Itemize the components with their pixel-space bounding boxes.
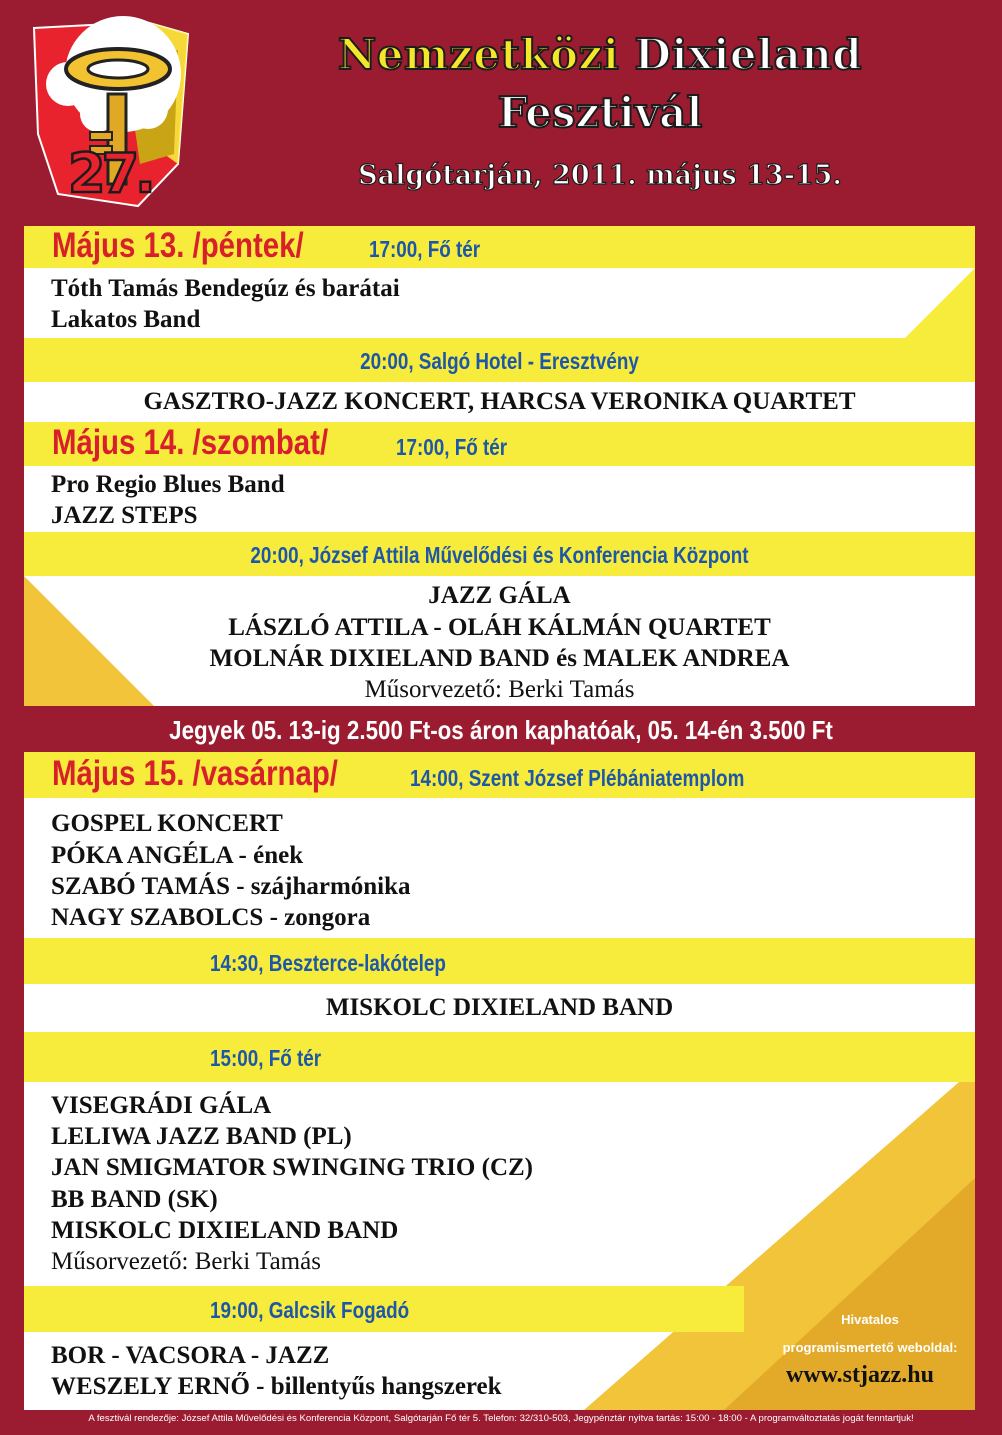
day14-event2-line: MOLNÁR DIXIELAND BAND és MALEK ANDREA xyxy=(209,645,790,672)
festival-title xyxy=(220,30,980,79)
day13-event2-location: 20:00, Salgó Hotel - Eresztvény xyxy=(360,348,639,374)
festival-logo xyxy=(28,14,198,214)
day15-event1-line: SZABÓ TAMÁS - szájharmónika xyxy=(51,873,411,900)
day15-event4-line: WESZELY ERNŐ - billentyűs hangszerek xyxy=(51,1373,502,1400)
day14-event1-line: Pro Regio Blues Band xyxy=(51,471,285,498)
day15-event3-line: BB BAND (SK) xyxy=(51,1186,218,1213)
day15-event3-line: MISKOLC DIXIELAND BAND xyxy=(51,1217,399,1244)
day14-event2-bar xyxy=(24,532,975,576)
organizer-footer: A fesztivál rendezője: József Attila Művelődési és Konferencia Központ, Salgótarján Fő tér 5. Telefon: 32/310-503, Jegypénztár nyitva tartás: 15:00 - 18:00 - A programváltoztatás jogát fenntartjuk! xyxy=(88,1413,914,1424)
festival-subtitle: Salgótarján, 2011. május 13-15. xyxy=(358,160,842,191)
day15-event3-box xyxy=(24,1082,975,1282)
day15-event2-location: 14:30, Beszterce-lakótelep xyxy=(210,950,446,976)
day15-event3-line: VISEGRÁDI GÁLA xyxy=(51,1092,272,1119)
day15-event1-line: NAGY SZABOLCS - zongora xyxy=(51,904,371,931)
day15-event1-box xyxy=(24,798,975,938)
day14-header-bar xyxy=(24,422,975,466)
day15-event3-line: LELIWA JAZZ BAND (PL) xyxy=(51,1123,352,1150)
website-label-line1: Hivatalos xyxy=(841,1312,899,1327)
day15-event2-line: MISKOLC DIXIELAND BAND xyxy=(325,994,674,1021)
website-url[interactable]: www.stjazz.hu xyxy=(786,1362,934,1388)
website-label-line2: programismertető weboldal: xyxy=(782,1340,958,1355)
day14-event2-box xyxy=(24,576,975,706)
day14-label: Május 14. /szombat/ xyxy=(52,423,329,462)
festival-title-line2: Fesztivál xyxy=(497,88,703,137)
day15-event1-line: GOSPEL KONCERT xyxy=(51,810,283,837)
day13-event1-box xyxy=(24,268,975,338)
day14-event1-box xyxy=(24,466,975,532)
edition-number: 27. xyxy=(68,142,152,205)
title-word-international: Nemzetközi xyxy=(337,30,620,79)
day15-event2-bar xyxy=(24,938,975,984)
day13-event1-line: Lakatos Band xyxy=(51,306,201,333)
title-word-dixieland: Dixieland xyxy=(634,30,863,79)
day15-event1-line: PÓKA ANGÉLA - ének xyxy=(51,842,304,869)
day14-event2-line: LÁSZLÓ ATTILA - OLÁH KÁLMÁN QUARTET xyxy=(228,614,771,641)
day15-event4-line: BOR - VACSORA - JAZZ xyxy=(51,1342,330,1369)
corner-decoration xyxy=(905,268,975,338)
day15-event4-box xyxy=(24,1332,744,1410)
day15-event3-line: JAN SMIGMATOR SWINGING TRIO (CZ) xyxy=(51,1154,533,1181)
day15-event4-bar xyxy=(24,1286,744,1332)
day14-event2-line: Műsorvezető: Berki Tamás xyxy=(364,676,635,703)
day13-event2-bar xyxy=(24,338,975,382)
day14-event2-line: JAZZ GÁLA xyxy=(428,582,571,609)
day15-label: Május 15. /vasárnap/ xyxy=(52,754,338,793)
ticket-info: Jegyek 05. 13-ig 2.500 Ft-os áron kaphatóak, 05. 14-én 3.500 Ft xyxy=(169,715,833,745)
day13-event1-line: Tóth Tamás Bendegúz és barátai xyxy=(51,275,400,302)
day15-event1-location: 14:00, Szent József Plébániatemplom xyxy=(410,765,745,791)
day15-event4-location: 19:00, Galcsik Fogadó xyxy=(210,1297,410,1323)
day15-event3-location: 15:00, Fő tér xyxy=(210,1045,322,1071)
day15-event2-box xyxy=(24,984,975,1032)
day14-event2-location: 20:00, József Attila Művelődési és Konferencia Központ xyxy=(250,542,749,568)
day15-event3-line: Műsorvezető: Berki Tamás xyxy=(51,1248,321,1275)
day14-event1-location: 17:00, Fő tér xyxy=(396,434,508,460)
day15-header-bar xyxy=(24,752,975,798)
day13-header-bar xyxy=(24,226,975,268)
day15-event3-bar xyxy=(24,1032,975,1082)
day13-label: Május 13. /péntek/ xyxy=(52,226,304,265)
day13-event2-box xyxy=(24,382,975,422)
day13-event1-location: 17:00, Fő tér xyxy=(369,236,481,262)
day14-event1-line: JAZZ STEPS xyxy=(51,502,198,529)
day13-event2-line: GASZTRO-JAZZ KONCERT, HARCSA VERONIKA QUARTET xyxy=(143,388,856,415)
